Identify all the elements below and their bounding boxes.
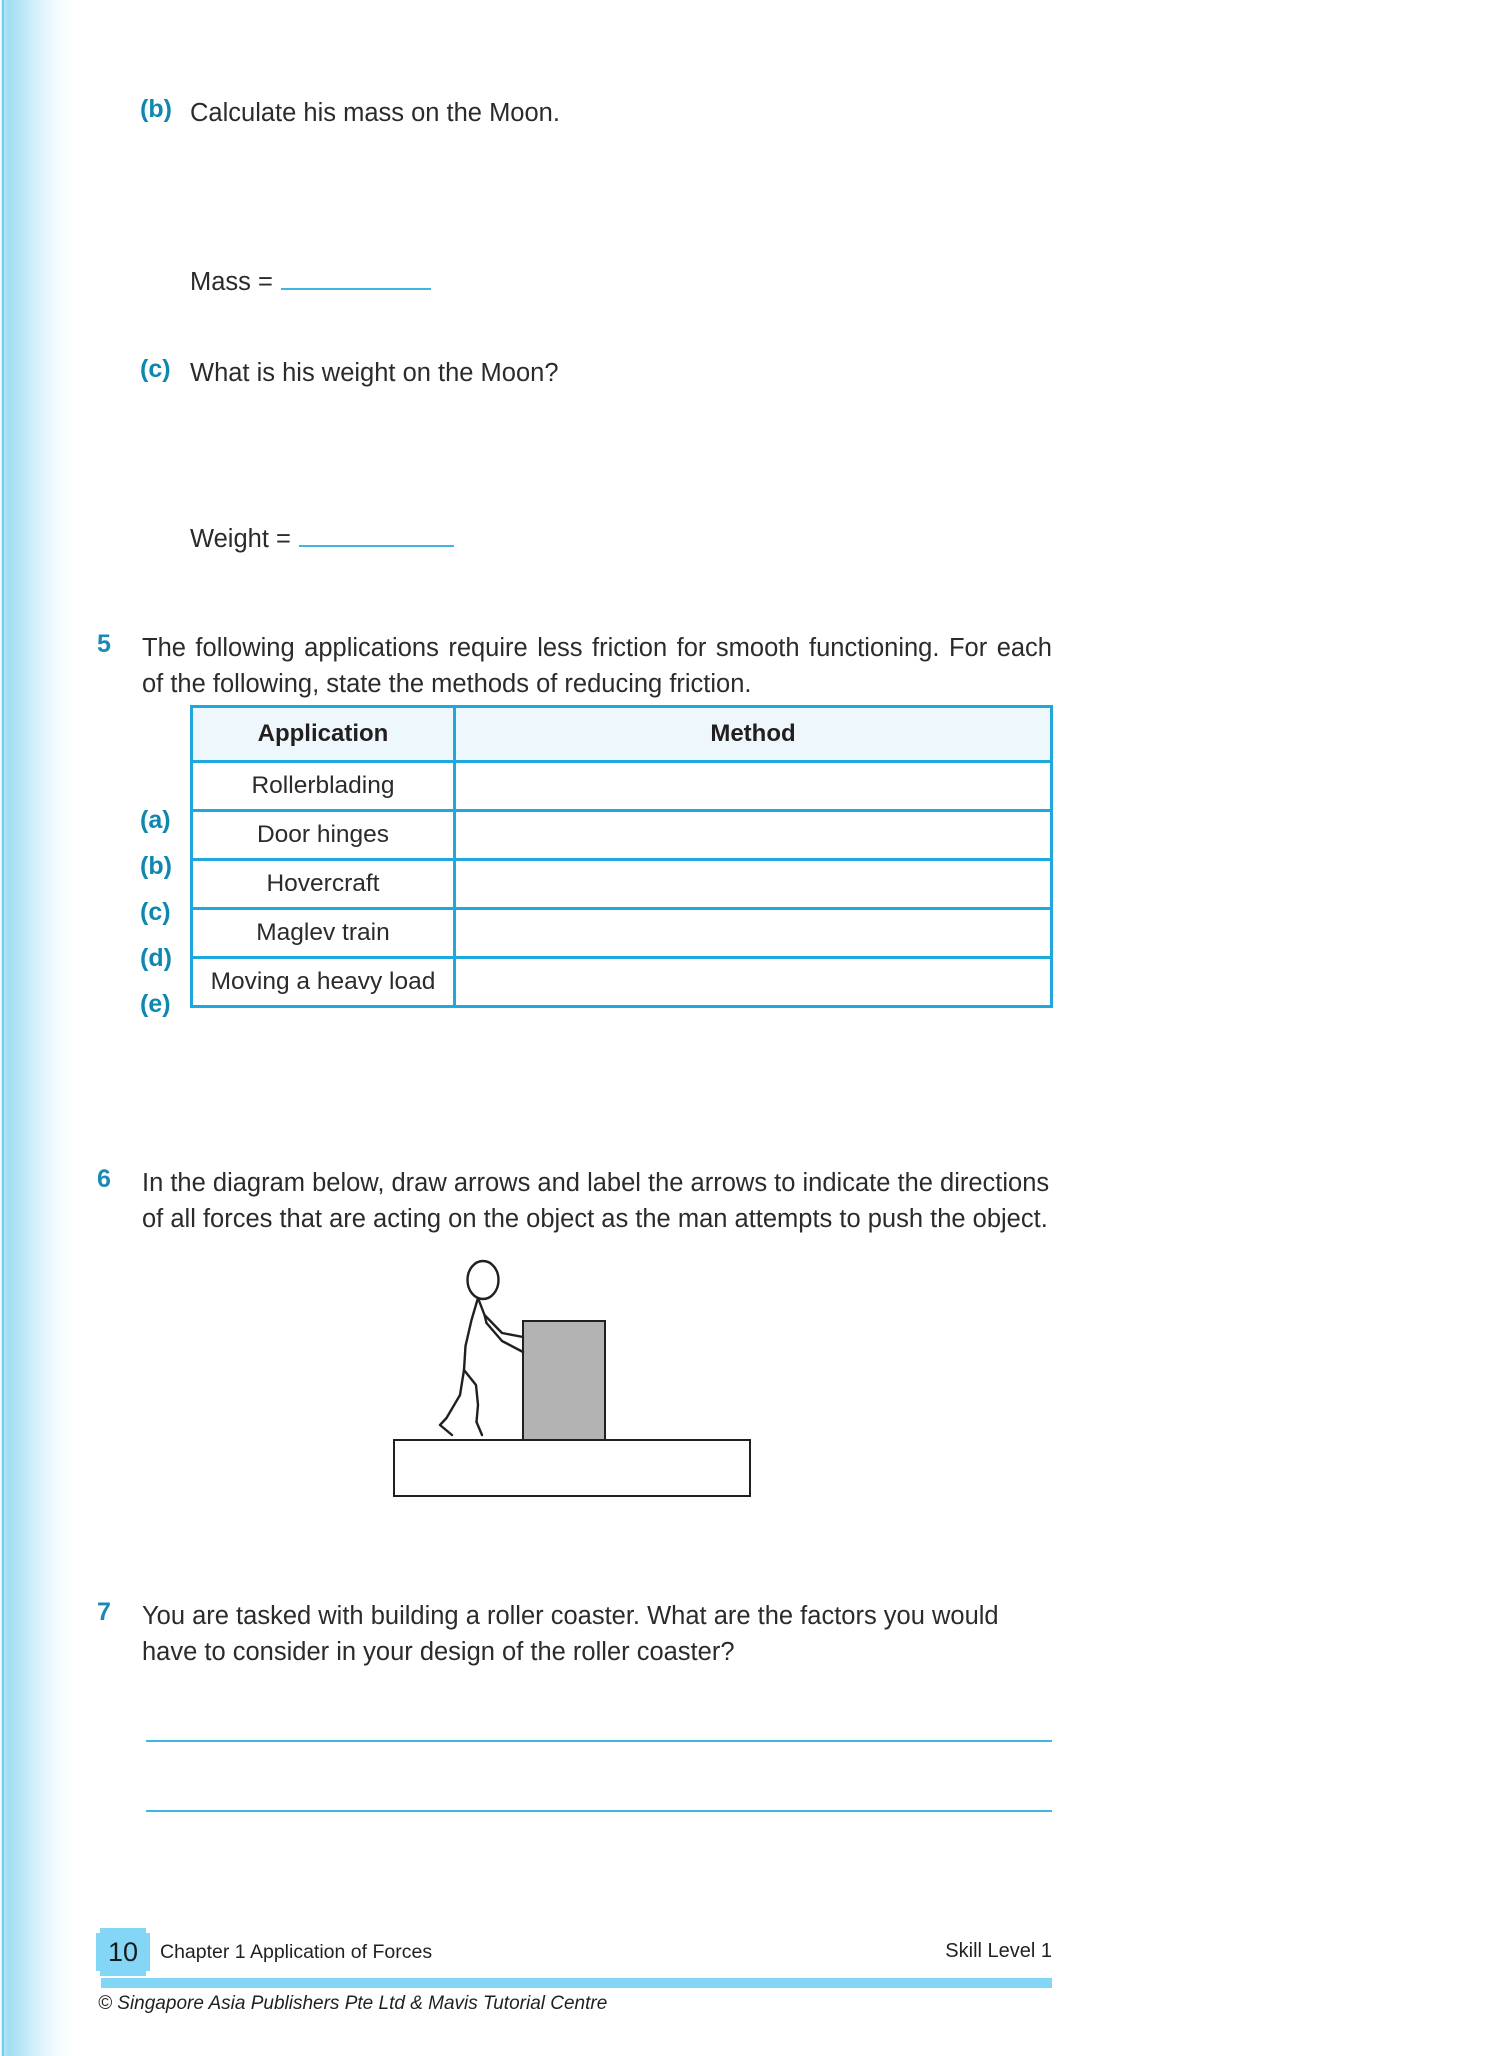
object-box bbox=[523, 1321, 605, 1440]
answer-field-mass[interactable] bbox=[190, 268, 431, 297]
question-4b-label: (b) bbox=[140, 95, 172, 123]
answer-rule-mass[interactable] bbox=[281, 288, 431, 290]
answer-label-mass: Mass = bbox=[190, 268, 273, 296]
question-4c-label: (c) bbox=[140, 355, 171, 383]
cell-application-a: Rollerblading bbox=[192, 762, 455, 811]
question-7 bbox=[97, 1598, 1052, 1670]
page-badge-notch-tr bbox=[146, 1928, 150, 1933]
figure-arm-lower bbox=[487, 1323, 524, 1352]
cell-method-c[interactable] bbox=[455, 860, 1052, 909]
question-5-number: 5 bbox=[97, 630, 111, 658]
answer-write-line-1[interactable] bbox=[146, 1740, 1052, 1742]
cell-application-c: Hovercraft bbox=[192, 860, 455, 909]
table-row-key-d: (d) bbox=[140, 944, 172, 972]
answer-field-weight[interactable] bbox=[190, 525, 454, 554]
question-6 bbox=[97, 1165, 1052, 1237]
question-7-text: You are tasked with building a roller coaster. What are the factors you would have to consider in your design of the roller coaster? bbox=[142, 1602, 999, 1666]
table-row bbox=[192, 958, 1052, 1007]
answer-rule-weight[interactable] bbox=[299, 545, 454, 547]
table-row bbox=[192, 762, 1052, 811]
table-row-key-b: (b) bbox=[140, 852, 172, 880]
cell-application-b: Door hinges bbox=[192, 811, 455, 860]
page-badge-notch-br bbox=[146, 1971, 150, 1976]
question-5 bbox=[97, 630, 1052, 702]
table-header-application: Application bbox=[192, 707, 455, 762]
cell-method-d[interactable] bbox=[455, 909, 1052, 958]
figure-leg-rear bbox=[440, 1370, 464, 1435]
question-7-number: 7 bbox=[97, 1598, 111, 1626]
table-header-method: Method bbox=[455, 707, 1052, 762]
man-pushing-box-diagram bbox=[390, 1245, 770, 1505]
page-badge-notch-bl bbox=[96, 1971, 100, 1976]
page-badge-notch-tl bbox=[96, 1928, 100, 1933]
cell-method-e[interactable] bbox=[455, 958, 1052, 1007]
page-number-badge bbox=[96, 1928, 150, 1976]
stick-figure-man bbox=[440, 1261, 523, 1435]
page-number: 10 bbox=[107, 1936, 139, 1967]
footer-skill-level: Skill Level 1 bbox=[945, 1940, 1052, 1962]
cell-application-e: Moving a heavy load bbox=[192, 958, 455, 1007]
figure-torso bbox=[464, 1298, 478, 1370]
footer-copyright: © Singapore Asia Publishers Pte Ltd & Mavis Tutorial Centre bbox=[98, 1993, 608, 2014]
question-4c-text: What is his weight on the Moon? bbox=[190, 359, 559, 387]
question-6-text: In the diagram below, draw arrows and label the arrows to indicate the directions of all forces that are acting on the object as the man attempts to push the object. bbox=[142, 1169, 1050, 1233]
footer-chapter-label: Chapter 1 Application of Forces bbox=[160, 1941, 433, 1963]
table-row-key-a: (a) bbox=[140, 806, 171, 834]
figure-leg-front bbox=[464, 1370, 478, 1422]
cell-method-a[interactable] bbox=[455, 762, 1052, 811]
cell-method-b[interactable] bbox=[455, 811, 1052, 860]
cell-application-d: Maglev train bbox=[192, 909, 455, 958]
question-4b-text: Calculate his mass on the Moon. bbox=[190, 99, 560, 127]
answer-write-line-2[interactable] bbox=[146, 1810, 1052, 1812]
table-row-key-e: (e) bbox=[140, 990, 171, 1018]
answer-label-weight: Weight = bbox=[190, 525, 291, 553]
figure-foot-front bbox=[477, 1422, 483, 1435]
table-header-row bbox=[192, 707, 1052, 762]
table-row bbox=[192, 909, 1052, 958]
figure-head bbox=[468, 1261, 499, 1299]
table-row bbox=[192, 860, 1052, 909]
question-4b bbox=[140, 95, 1040, 131]
footer-divider-bar bbox=[101, 1978, 1052, 1988]
question-4c bbox=[140, 355, 1040, 391]
friction-methods-table bbox=[190, 705, 1053, 1008]
ground-slab bbox=[394, 1440, 750, 1496]
question-5-text: The following applications require less friction for smooth functioning. For each of the following, state the methods of reducing friction. bbox=[142, 634, 1052, 698]
table-row-key-c: (c) bbox=[140, 898, 171, 926]
question-6-number: 6 bbox=[97, 1165, 111, 1193]
table-row bbox=[192, 811, 1052, 860]
figure-shoulder bbox=[478, 1298, 487, 1323]
